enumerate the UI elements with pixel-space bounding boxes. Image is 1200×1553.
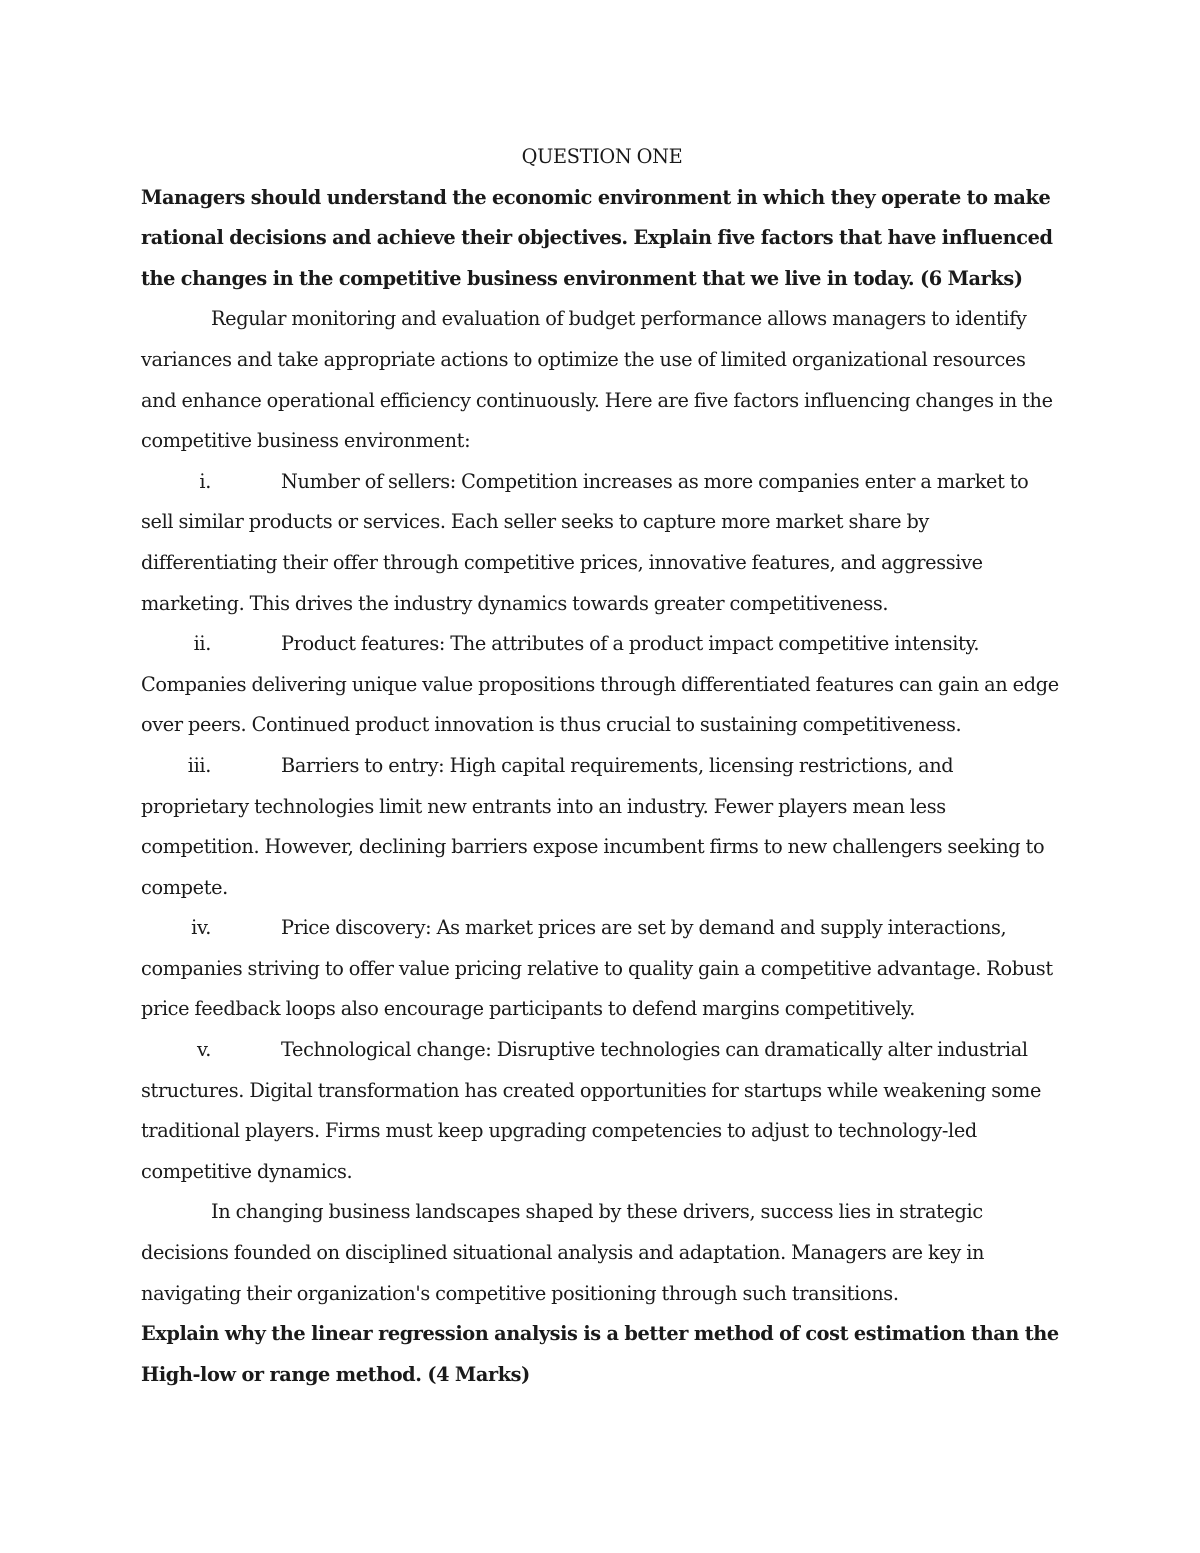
document-page — [141, 137, 1063, 1395]
question-two-prompt: Explain why the linear regression analysis is a better method of cost estimation than the High-low or range method. (4 Marks) — [141, 1322, 1059, 1386]
conclusion-paragraph: In changing business landscapes shaped by these drivers, success lies in strategic decisions founded on disciplined situational analysis and adaptation. Managers are key in navigating their organization's competitive positioning through such transitions. — [141, 1200, 985, 1305]
list-item-number: iii. — [187, 753, 211, 777]
page-title: QUESTION ONE — [521, 145, 683, 168]
list-item — [141, 462, 1063, 624]
list-item-text: Technological change: Disruptive technologies can dramatically alter industrial structures. Digital transformation has created opportunities for startups while weakening some traditional players. Firms must keep upgrading competencies to adjust to technology-led competitive dynamics. — [141, 1038, 1042, 1183]
list-item-number: i. — [199, 469, 211, 493]
list-item-text: Barriers to entry: High capital requirements, licensing restrictions, and proprietary technologies limit new entrants into an industry. Fewer players mean less competition. However, declining barriers expose incumbent firms to new challengers seeking to compete. — [141, 753, 1045, 899]
list-item — [141, 746, 1063, 908]
list-item-number: iv. — [191, 916, 211, 940]
list-item-text: Product features: The attributes of a product impact competitive intensity. Companies delivering unique value propositions through differentiated features can gain an edge over peers. Continued product innovation is thus crucial to sustaining competitiveness. — [141, 632, 1059, 737]
list-item — [141, 1030, 1063, 1192]
list-item — [141, 908, 1063, 1030]
list-item-number: ii. — [193, 632, 211, 656]
question-one-prompt: Managers should understand the economic environment in which they operate to make rational decisions and achieve their objectives. Explain five factors that have influenced the changes in the competitive business environment that we live in today. (6 Marks) — [141, 185, 1053, 290]
list-item-text: Price discovery: As market prices are set by demand and supply interactions, companies striving to offer value pricing relative to quality gain a competitive advantage. Robust price feedback loops also encourage participants to defend margins competitively. — [141, 916, 1053, 1021]
list-item — [141, 624, 1063, 746]
list-item-text: Number of sellers: Competition increases as more companies enter a market to sell similar products or services. Each seller seeks to capture more market share by differentiating their offer through competitive prices, innovative features, and aggressive marketing. This drives the industry dynamics towards greater competitiveness. — [141, 469, 1029, 615]
intro-paragraph: Regular monitoring and evaluation of budget performance allows managers to identify variances and take appropriate actions to optimize the use of limited organizational resources and enhance operational efficiency continuously. Here are five factors influencing changes in the competitive business environment: — [141, 307, 1053, 453]
list-item-number: v. — [196, 1038, 211, 1062]
